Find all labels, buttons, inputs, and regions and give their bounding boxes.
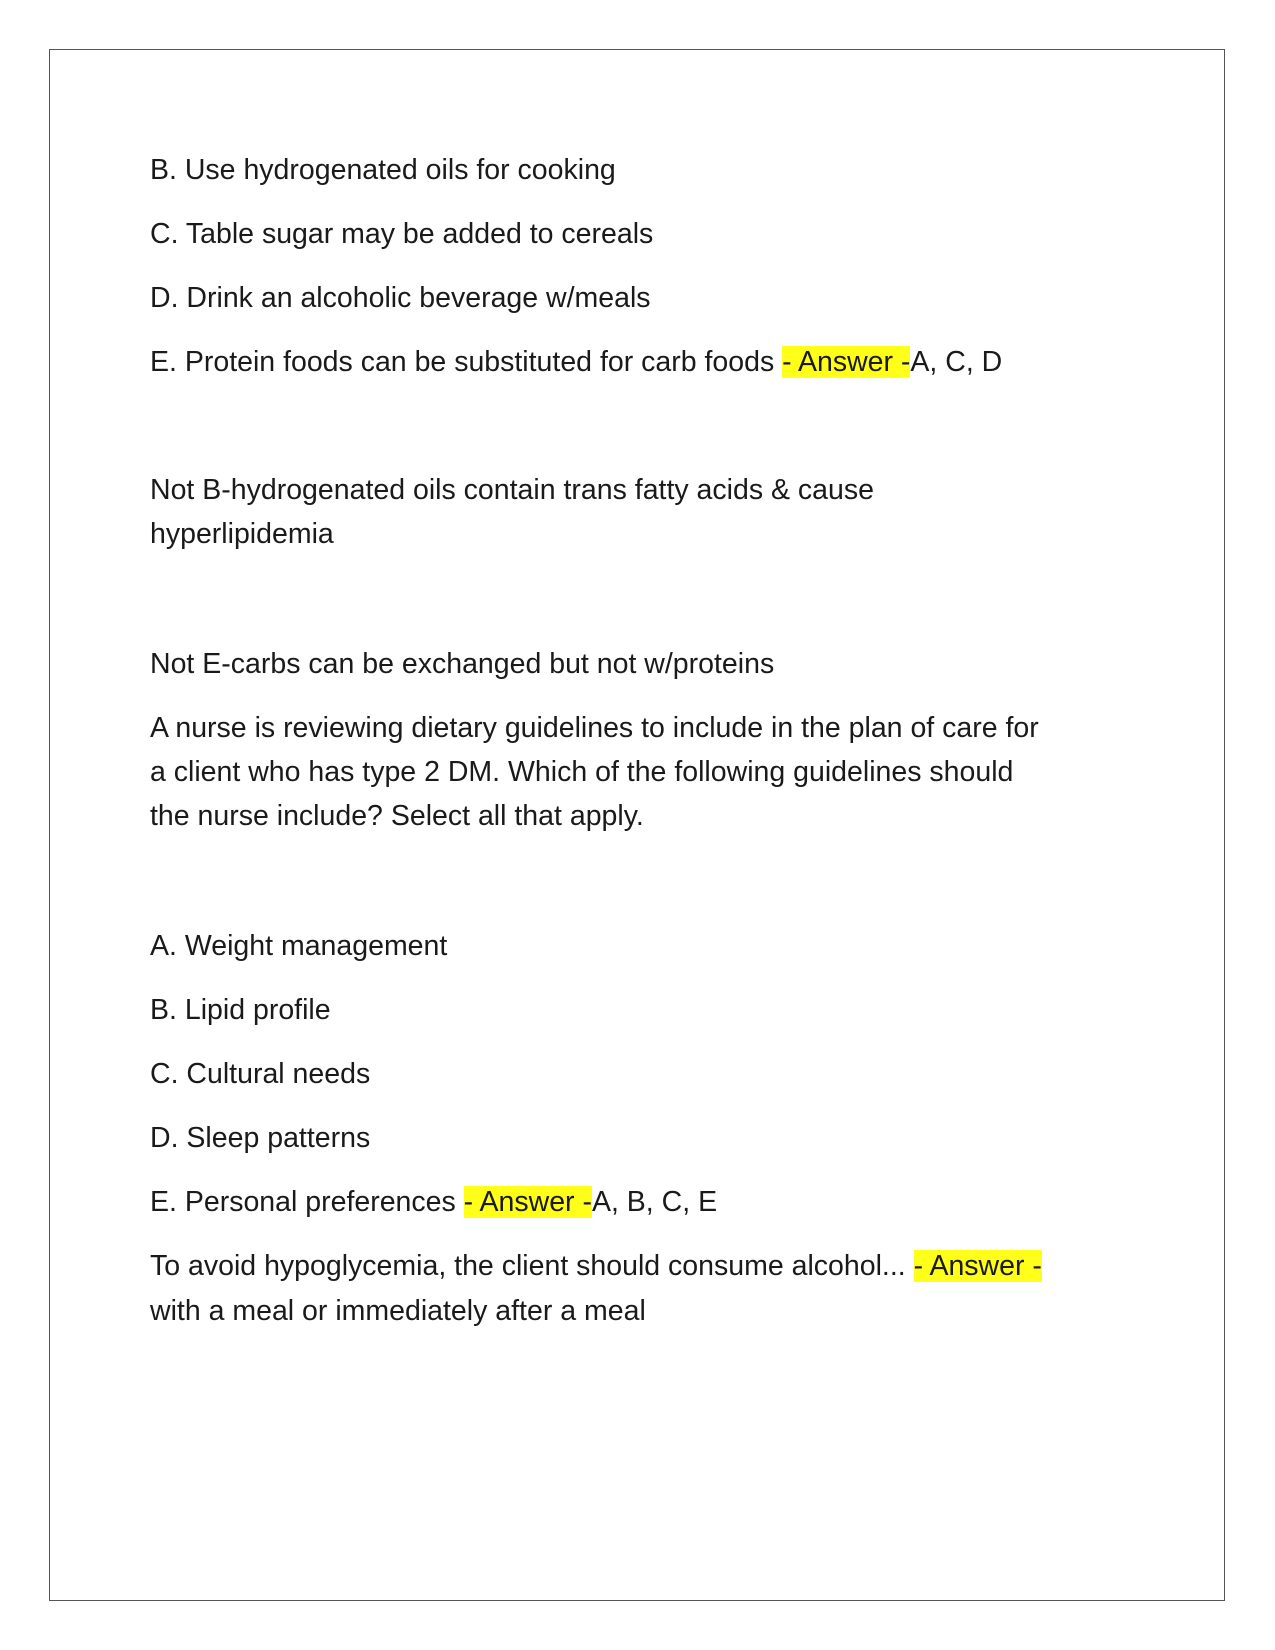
- q1-option-e-line: [150, 339, 1002, 386]
- q2-answer-value: A, B, C, E: [591, 1186, 718, 1218]
- q1-answer-marker: - Answer -: [782, 346, 911, 378]
- q3-stem-line: [150, 1243, 1042, 1290]
- q1-option-b: B. Use hydrogenated oils for cooking: [150, 154, 616, 186]
- q3-stem: To avoid hypoglycemia, the client should consume alcohol...: [150, 1250, 906, 1282]
- q2-option-b: B. Lipid profile: [150, 994, 331, 1026]
- q3-answer-line2: with a meal or immediately after a meal: [150, 1295, 646, 1327]
- q1-option-d: D. Drink an alcoholic beverage w/meals: [150, 282, 651, 314]
- q2-option-e-line: [150, 1179, 717, 1226]
- q1-rationale-b-line2: hyperlipidemia: [150, 518, 334, 550]
- q2-option-e: E. Personal preferences: [150, 1186, 456, 1218]
- q2-option-c: C. Cultural needs: [150, 1058, 371, 1090]
- q2-stem-line1: A nurse is reviewing dietary guidelines to include in the plan of care for: [150, 712, 1039, 744]
- q2-stem-line2: a client who has type 2 DM. Which of the following guidelines should: [150, 756, 1014, 788]
- q3-answer-marker: - Answer -: [913, 1250, 1042, 1282]
- q2-option-a: A. Weight management: [150, 930, 448, 962]
- q1-answer-value: A, C, D: [910, 346, 1003, 378]
- q1-rationale-e: Not E-carbs can be exchanged but not w/proteins: [150, 648, 775, 680]
- q2-answer-marker: - Answer -: [463, 1186, 592, 1218]
- q2-option-d: D. Sleep patterns: [150, 1122, 371, 1154]
- q1-option-e: E. Protein foods can be substituted for carb foods: [150, 346, 775, 378]
- q1-rationale-b-line1: Not B-hydrogenated oils contain trans fatty acids & cause: [150, 474, 874, 506]
- q1-option-c: C. Table sugar may be added to cereals: [150, 218, 654, 250]
- q2-stem-line3: the nurse include? Select all that apply.: [150, 800, 644, 832]
